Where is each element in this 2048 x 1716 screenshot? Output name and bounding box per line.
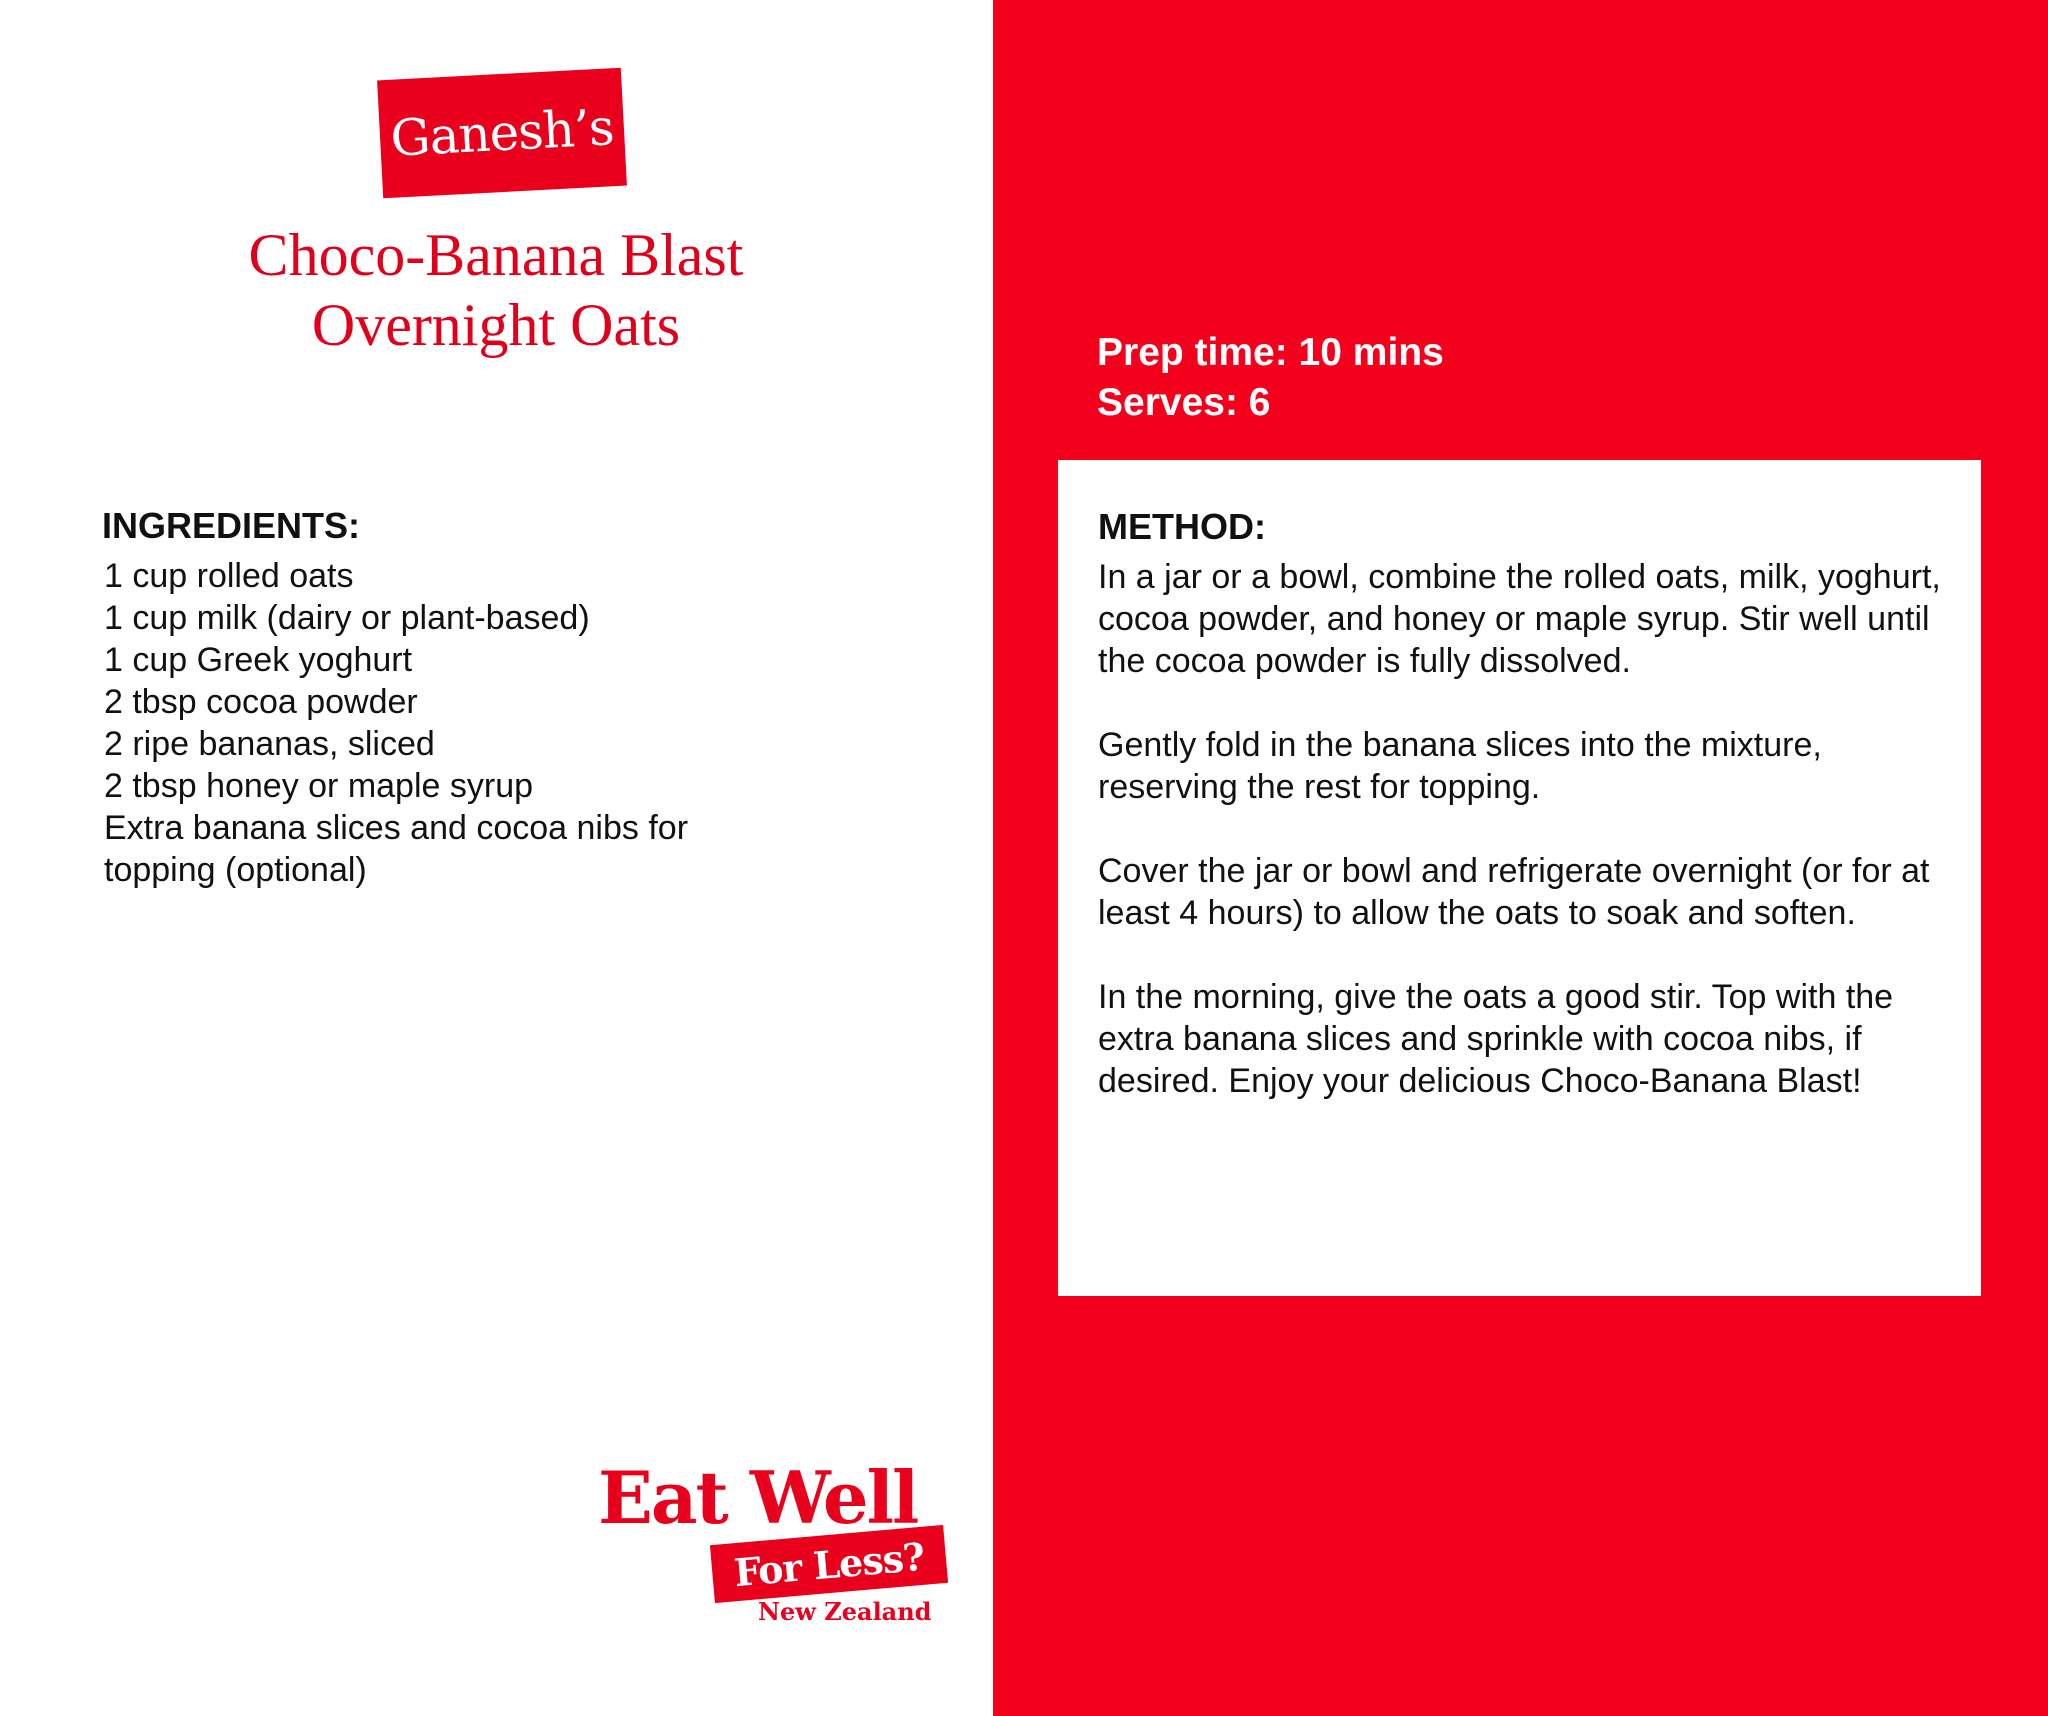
method-step: In the morning, give the oats a good stir. Top with the extra banana slices and sprinkle with cocoa nibs, if desired. Enjoy your delicious Choco-Banana Blast! bbox=[1098, 978, 1894, 1100]
ingredients-list bbox=[104, 555, 744, 891]
right-panel bbox=[993, 0, 2048, 1716]
logo-line-3: New Zealand bbox=[758, 1597, 932, 1626]
ingredients-heading: INGREDIENTS: bbox=[102, 505, 361, 546]
method-box bbox=[1058, 460, 1981, 1296]
method-step: Gently fold in the banana slices into the mixture, reserving the rest for topping. bbox=[1098, 726, 1822, 806]
ingredient-item: 2 ripe bananas, sliced bbox=[104, 725, 435, 763]
title-line-2: Overnight Oats bbox=[311, 292, 681, 358]
ingredient-item: 1 cup milk (dairy or plant-based) bbox=[104, 599, 590, 637]
recipe-title bbox=[96, 220, 896, 360]
logo-line-2: For Less? bbox=[732, 1533, 926, 1595]
eat-well-for-less-logo bbox=[598, 1455, 958, 1635]
ingredient-item: 1 cup Greek yoghurt bbox=[104, 641, 413, 679]
serves: Serves: 6 bbox=[1097, 381, 1271, 424]
ingredient-item: 2 tbsp cocoa powder bbox=[104, 683, 418, 721]
prep-time: Prep time: 10 mins bbox=[1097, 331, 1444, 374]
method-section bbox=[1098, 506, 1958, 1144]
ingredient-item: Extra banana slices and cocoa nibs for topping (optional) bbox=[104, 809, 689, 889]
left-panel bbox=[0, 0, 993, 1716]
recipe-info bbox=[1097, 328, 1444, 428]
chef-badge bbox=[377, 68, 627, 199]
ingredient-item: 1 cup rolled oats bbox=[104, 557, 354, 595]
ingredients-section bbox=[102, 505, 744, 891]
title-line-1: Choco-Banana Blast bbox=[248, 222, 744, 288]
method-step: In a jar or a bowl, combine the rolled oats, milk, yoghurt, cocoa powder, and honey or maple syrup. Stir well until the cocoa powder is fully dissolved. bbox=[1098, 558, 1941, 680]
method-step: Cover the jar or bowl and refrigerate overnight (or for at least 4 hours) to allow the oats to soak and soften. bbox=[1098, 852, 1930, 932]
logo-line-1: Eat Well bbox=[598, 1455, 918, 1540]
method-heading: METHOD: bbox=[1098, 506, 1266, 547]
ingredient-item: 2 tbsp honey or maple syrup bbox=[104, 767, 534, 805]
chef-name: Ganesh’s bbox=[389, 98, 615, 168]
